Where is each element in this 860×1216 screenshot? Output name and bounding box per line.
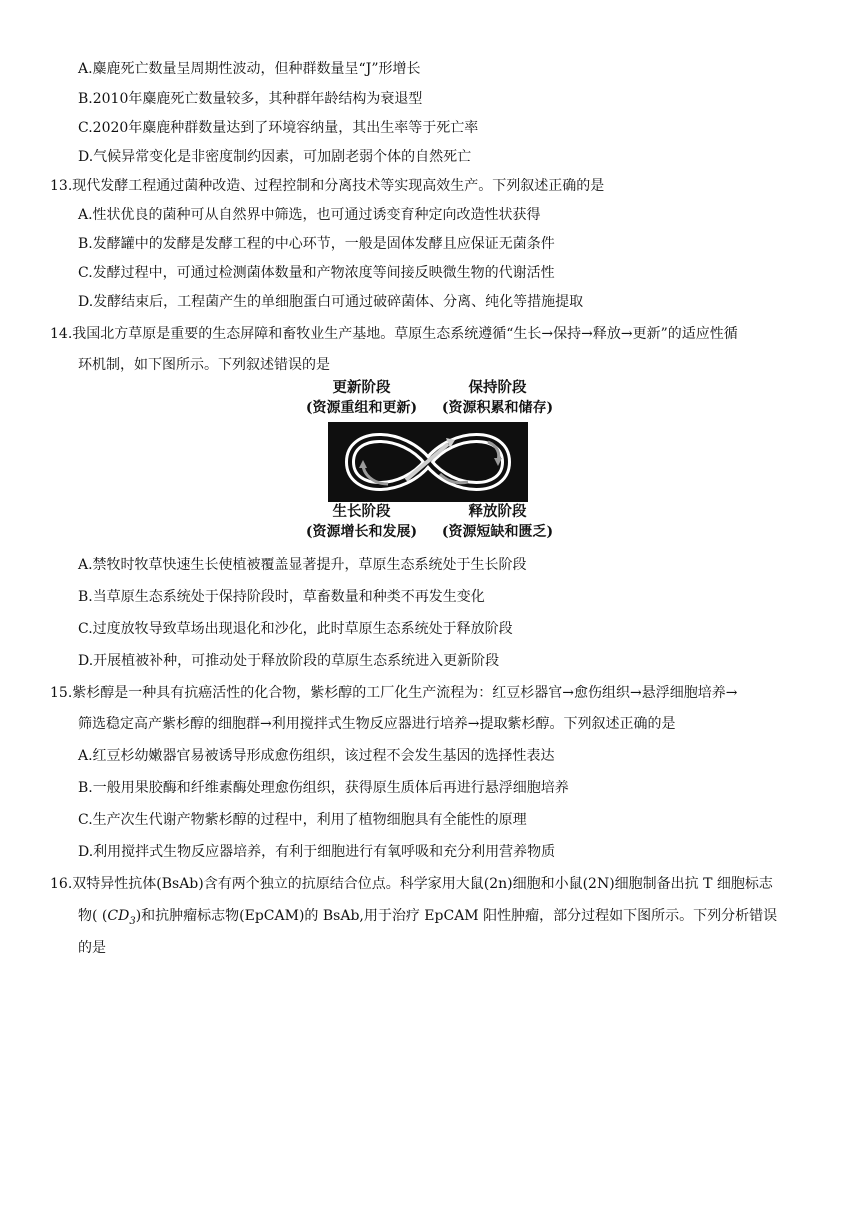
q13-option-c: C.发酵过程中，可通过检测菌体数量和产物浓度等间接反映微生物的代谢活性 (78, 265, 555, 281)
q16-stem-line2 (78, 906, 777, 932)
q15-stem-line1: 15.紫杉醇是一种具有抗癌活性的化合物，紫杉醇的工厂化生产流程为：红豆杉器官→愈伤组织→悬浮细胞培养→ (50, 685, 738, 701)
adaptive-cycle-figure (296, 376, 566, 542)
q12-option-b: B.2010年麋鹿死亡数量较多，其种群年龄结构为衰退型 (78, 91, 423, 107)
cd3-subscript: 3 (129, 915, 136, 927)
release-stage-desc: (资源短缺和匮乏) (441, 524, 554, 540)
q15-option-a: A.红豆杉幼嫩器官易被诱导形成愈伤组织，该过程不会发生基因的选择性表达 (78, 748, 555, 764)
renewal-stage-desc: (资源重组和更新) (305, 400, 418, 416)
q13-option-b: B.发酵罐中的发酵是发酵工程的中心环节，一般是固体发酵且应保证无菌条件 (78, 236, 555, 252)
q13-stem: 13.现代发酵工程通过菌种改造、过程控制和分离技术等实现高效生产。下列叙述正确的是 (50, 178, 605, 194)
q16-stem-line3: 的是 (78, 940, 106, 956)
figure-label-release (430, 502, 565, 542)
q12-option-a: A.麋鹿死亡数量呈周期性波动，但种群数量呈“J”形增长 (78, 61, 421, 77)
q12-option-c: C.2020年麋鹿种群数量达到了环境容纳量，其出生率等于死亡率 (78, 120, 479, 136)
figure-label-renewal (294, 378, 429, 418)
figure-label-growth (294, 502, 429, 542)
q13-option-d: D.发酵结束后，工程菌产生的单细胞蛋白可通过破碎菌体、分离、纯化等措施提取 (78, 294, 584, 310)
q16-stem-line2-prefix: 物( ( (78, 908, 108, 924)
q14-option-d: D.开展植被补种，可推动处于释放阶段的草原生态系统进入更新阶段 (78, 653, 500, 669)
q14-option-c: C.过度放牧导致草场出现退化和沙化，此时草原生态系统处于释放阶段 (78, 621, 513, 637)
cd3-symbol (107, 908, 136, 927)
q16-stem-line1: 16.双特异性抗体(BsAb)含有两个独立的抗原结合位点。科学家用大鼠(2n)细胞和小鼠(2N)细胞制备出抗 T 细胞标志 (50, 876, 773, 892)
growth-stage-title: 生长阶段 (332, 503, 391, 520)
conservation-stage-desc: (资源积累和储存) (441, 400, 554, 416)
figure-label-conservation (430, 378, 565, 418)
q15-option-c: C.生产次生代谢产物紫杉醇的过程中，利用了植物细胞具有全能性的原理 (78, 812, 527, 828)
q14-stem-line1: 14.我国北方草原是重要的生态屏障和畜牧业生产基地。草原生态系统遵循“生长→保持→释放→更新”的适应性循 (50, 326, 738, 342)
q16-stem-line2-suffix: )和抗肿瘤标志物(EpCAM)的 BsAb,用于治疗 EpCAM 阳性肿瘤，部分过程如下图所示。下列分析错误 (135, 908, 778, 924)
conservation-stage-title: 保持阶段 (468, 379, 527, 396)
q14-option-a: A.禁牧时牧草快速生长使植被覆盖显著提升，草原生态系统处于生长阶段 (78, 557, 527, 573)
q14-stem-line2: 环机制，如下图所示。下列叙述错误的是 (78, 357, 330, 373)
q15-option-b: B.一般用果胶酶和纤维素酶处理愈伤组织，获得原生质体后再进行悬浮细胞培养 (78, 780, 569, 796)
infinity-loop-diagram (328, 422, 528, 502)
q13-option-a: A.性状优良的菌种可从自然界中筛选，也可通过诱变育种定向改造性状获得 (78, 207, 541, 223)
growth-stage-desc: (资源增长和发展) (305, 524, 418, 540)
q15-stem-line2: 筛选稳定高产紫杉醇的细胞群→利用搅拌式生物反应器进行培养→提取紫杉醇。下列叙述正确的是 (78, 716, 676, 732)
q15-option-d: D.利用搅拌式生物反应器培养，有利于细胞进行有氧呼吸和充分利用营养物质 (78, 844, 556, 860)
release-stage-title: 释放阶段 (468, 503, 527, 520)
q14-option-b: B.当草原生态系统处于保持阶段时，草畜数量和种类不再发生变化 (78, 589, 485, 605)
cd3-letters: CD (107, 908, 130, 924)
renewal-stage-title: 更新阶段 (332, 379, 391, 396)
q12-option-d: D.气候异常变化是非密度制约因素，可加剧老弱个体的自然死亡 (78, 149, 472, 165)
